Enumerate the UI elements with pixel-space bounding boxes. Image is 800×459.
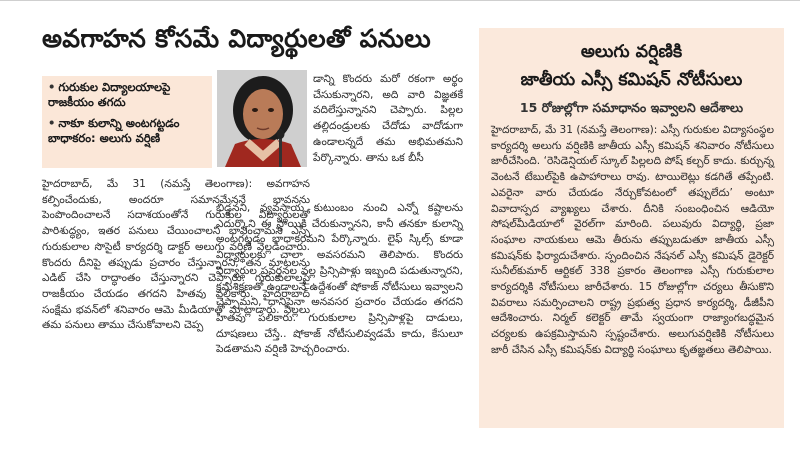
highlight-text: నాకూ కులాన్ని అంటగట్టడం బాధాకరం: అలుగు వర్షిణి	[48, 116, 180, 145]
highlight-item	[48, 116, 206, 146]
side-title-line-1: అలుగు వర్షిణికి	[580, 42, 683, 62]
bullet-icon: •	[48, 80, 56, 94]
highlights-box	[42, 76, 212, 168]
page-top-rule	[0, 0, 800, 7]
side-article-subtitle: 15 రోజుల్లోగా సమాధానం ఇవ్వాలని ఆదేశాలు	[519, 100, 744, 115]
highlight-text: గురుకుల విద్యాలయాలపై రాజకీయం తగదు	[48, 80, 171, 109]
side-article-box	[479, 28, 784, 428]
article-column-2-top: డాన్ని కొందరు మరో రకంగా అర్థం చేసుకున్నారని, అది వారి విజ్ఞతకే వదిలేస్తున్నానని చెప్పారు. పిల్లల తల్లిదండ్రులకు చేదోడు వాదోడుగా ఉండాలన్నదే తమ అభిమతమని పేర్కొన్నారు. తాను ఒక బీసీ	[313, 73, 463, 164]
side-article-body: హైదరాబాద్, మే 31 (నమస్తే తెలంగాణ): ఎస్సీ గురుకుల విద్యాసంస్థల కార్యదర్శి అలుగు వర్షిణికి జాతీయ ఎస్సీ కమిషన్ శనివారం నోటీసులు జారీచేసింది. ‘రెసిడెన్షియల్ స్కూల్ పిల్లలది పోష్ కల్చర్ కాదు. కుర్చున్న వెంటనే టేబుల్‌పైకి ఉపాహారాలు రావు. టాయిలెట్లు కడగితే తప్పేంటి. ఎవరైనా వారు చేయడం నేర్చుకోవటంలో తప్పులేదు’ అంటూ వివాదాస్పద వ్యాఖ్యలు చేశారు. దీనికి సంబంధించిన ఆడియో సోషల్‌మీడియాలో వైరల్‌గా మారింది. పలువురు విద్యార్థి, ప్రజా సంఘాల నాయకులు ఆమె తీరును తప్పుబడుతూ జాతీయ ఎస్సీ కమిషన్‌కు ఫిర్యాదుచేశారు. స్పందించిన నేషనల్ ఎస్సీ కమిషన్ డైరెక్టర్ సునీల్‌కుమార్ ఆర్టికల్ 338 ప్రకారం తెలంగాణ ఎస్సీ గురుకులాల కార్యదర్శికి నోటీసులు జారీచేశారు. 15 రోజుల్లోగా చర్యలు తీసుకొని వివరాలు సమర్పించాలని రాష్ట్ర ప్రభుత్వ ప్రధాన కార్యదర్శి, డీజీపీని ఆదేశించారు. నిర్మల్ కలెక్టర్ తామే స్వయంగా రాజ్యాంగబద్ధమైన చర్యలకు ఉపక్రమిస్తామని స్పష్టంచేశారు. అలుగువర్షిణికి నోటీసులు జారీ చేసిన ఎస్సీ కమిషన్‌కు విద్యార్థి సంఘాలు కృతజ్ఞతలు తెలిపాయి.	[491, 124, 774, 356]
side-article-title	[479, 38, 784, 94]
highlight-item	[48, 80, 206, 110]
side-title-line-2: జాతీయ ఎస్సీ కమిషన్ నోటీసులు	[520, 70, 743, 90]
portrait-photo	[217, 70, 307, 167]
article-column-2-bottom: బిడ్డనని, వ్యవసాయ కుటుంబం నుంచి ఎన్నో కష్టాలను ఎదుర్కొని ఈ స్థాయికి చేరుకున్నానని, కానీ తనకూ కులాన్ని అంటగట్టడం బాధాకరమని పేర్కొన్నారు. లైఫ్ స్కిల్స్ కూడా విద్యార్థులకు చాలా అవసరమని తెలిపారు. కొందరు విద్యార్థుల ప్రవర్తనల వల్ల ప్రిన్సిపాళ్లు ఇబ్బంది పడుతున్నారని, క్రమశిక్షణతో ఉండాలనే ఉద్దేశంతో షోకాజ్ నోటీసులు ఇవ్వాలని చెప్పామని, దానిపైనా అనవసర ప్రచారం చేయడం తగదని హితవు పలికారు. గురుకులాల ప్రిన్సిపాళ్లపై దాడులు, దూషణలు చేస్తే.. షోకాజ్ నోటీసులివ్వడమే కాదు, కేసులూ పెడతామని వర్షిణి హెచ్చరించారు.	[216, 202, 463, 356]
article-column-1: హైదరాబాద్, మే 31 (నమస్తే తెలంగాణ): అవగాహన కల్పించేందుకు, అందరూ సమానమేననే భావనను పెంపొందించాలనే సదాశయంతోనే గురుకుల విద్యార్థులతో పారిశుద్ధ్యం, ఇతర పనులు చేయించాలని భావించామని ఎస్సీ గురుకులాల సొసైటీ కార్యదర్శి డాక్టర్ అలుగు వర్షిణి వెల్లడించారు. కొందరు దీనిపై తప్పుడు ప్రచారం చేస్తున్నారని, తన మాటలను ఎడిట్ చేసి రాద్ధాంతం చేస్తున్నారని చెప్పారు. గురుకులాలపై రాజకీయం చేయడం తగదని హితవు పలికారు. హైదరాబాద్ సంక్షేమ భవన్‌లో శనివారం ఆమె మీడియాతో మాట్లాడారు. పిల్లలు తమ పనులు తాము చేసుకోవాలని చెప్ప	[42, 178, 310, 332]
main-headline: అవగాహన కోసమే విద్యార్థులతో పనులు	[42, 24, 431, 53]
portrait-illustration	[217, 70, 307, 167]
bullet-icon: •	[48, 116, 56, 130]
